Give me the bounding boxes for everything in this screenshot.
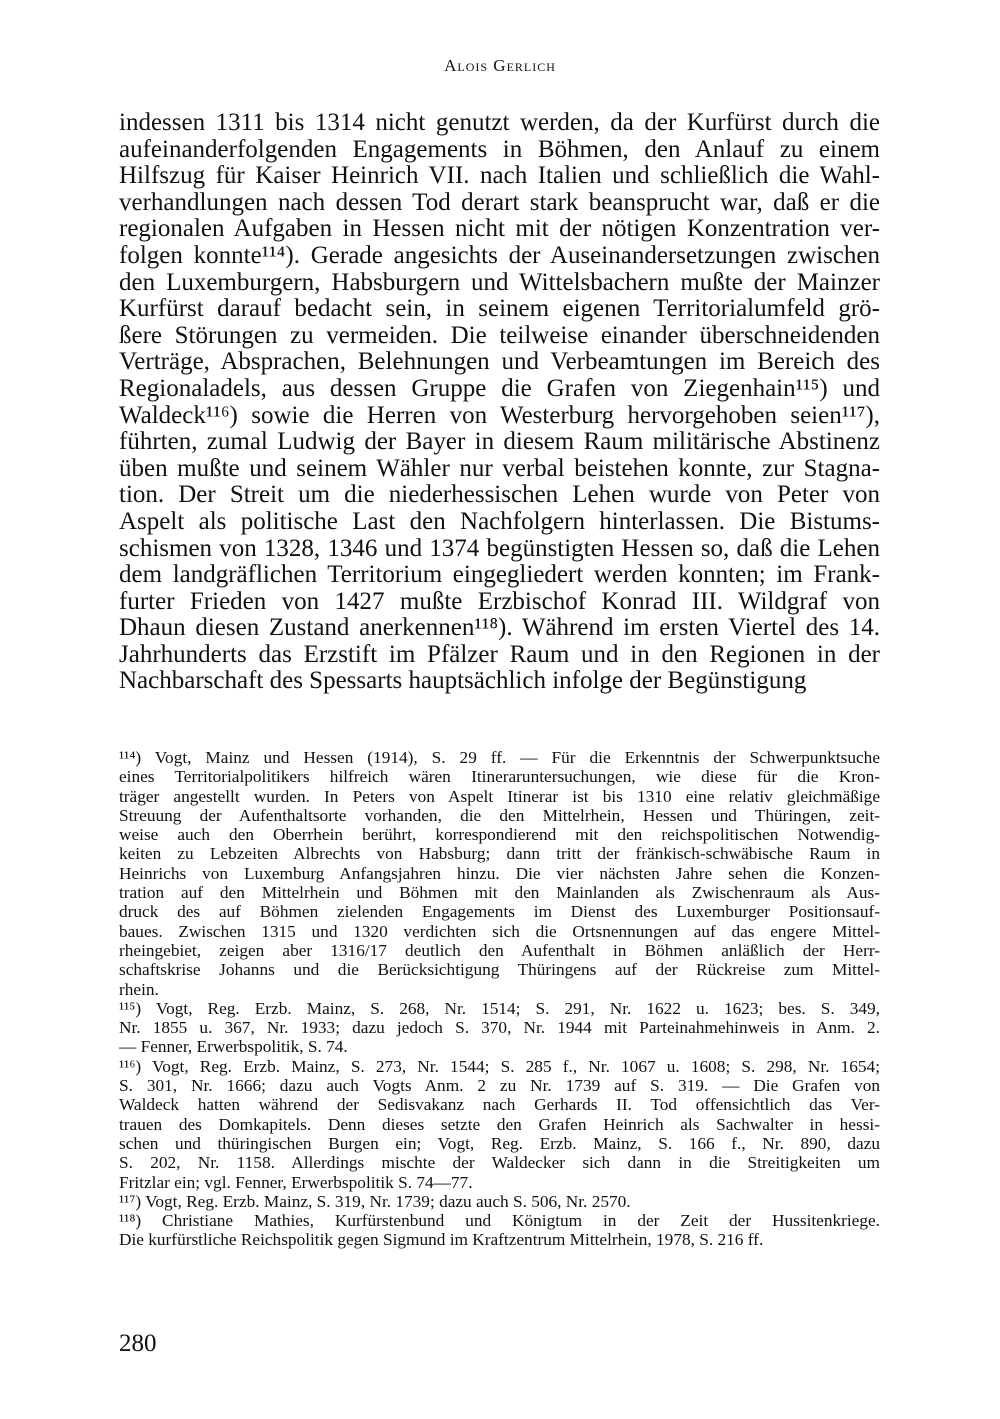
body-line: dem landgräflichen Territorium eingegliedert werden konnten; im Frank-: [119, 561, 880, 589]
body-line: verhandlungen nach dessen Tod derart stark beansprucht war, daß er die: [119, 188, 880, 216]
footnote-line: Die kurfürstliche Reichspolitik gegen Sigmund im Kraftzentrum Mittelrhein, 1978, S. 216 ff.: [119, 1230, 764, 1250]
body-line: den Luxemburgern, Habsburgern und Wittelsbachern mußte der Mainzer: [119, 268, 880, 296]
body-line: ßere Störungen zu vermeiden. Die teilweise einander überschneidenden: [119, 321, 880, 349]
body-line: Regionaladels, aus dessen Gruppe die Grafen von Ziegenhain¹¹⁵) und: [119, 374, 880, 402]
body-line: Verträge, Absprachen, Belehnungen und Verbeamtungen im Bereich des: [119, 348, 880, 376]
footnote-line: druck des auf Böhmen zielenden Engagements im Dienst des Luxemburger Positionsauf-: [119, 902, 880, 922]
body-line: üben mußte und seinem Wähler nur verbal beistehen konnte, zur Stagna-: [119, 454, 880, 482]
footnote-line: Waldeck hatten während der Sedisvakanz nach Gerhards II. Tod offensichtlich das Ver-: [119, 1095, 880, 1115]
body-line: Hilfszug für Kaiser Heinrich VII. nach Italien und schließlich die Wahl-: [119, 162, 880, 190]
footnote-line: Streuung der Aufenthaltsorte vorhanden, die den Mittelrhein, Hessen und Thüringen, zeit-: [119, 805, 880, 825]
footnote-line: schen und thüringischen Burgen ein; Vogt, Reg. Erzb. Mainz, S. 166 f., Nr. 890, dazu: [119, 1133, 880, 1153]
body-line: schismen von 1328, 1346 und 1374 begünstigten Hessen so, daß die Lehen: [119, 534, 880, 562]
footnote-line: rhein.: [119, 979, 159, 999]
body-line: furter Frieden von 1427 mußte Erzbischof Konrad III. Wildgraf von: [119, 587, 880, 615]
body-line: tion. Der Streit um die niederhessischen Lehen wurde von Peter von: [119, 481, 880, 509]
footnote-line: S. 202, Nr. 1158. Allerdings mischte der Waldecker sich dann in die Streitigkeiten um: [119, 1153, 880, 1173]
footnote-line: keiten zu Lebzeiten Albrechts von Habsburg; dann tritt der fränkisch-schwäbische Raum in: [119, 844, 880, 864]
footnotes: [119, 748, 880, 1250]
body-line: regionalen Aufgaben in Hessen nicht mit der nötigen Konzentration ver-: [119, 215, 880, 243]
footnote-line: tration auf den Mittelrhein und Böhmen mit den Mainlanden als Zwischenraum als Aus-: [119, 883, 880, 903]
footnote-117: [119, 1192, 880, 1211]
body-line: indessen 1311 bis 1314 nicht genutzt werden, da der Kurfürst durch die: [119, 109, 880, 136]
footnote-line: träger angestellt wurden. In Peters von Aspelt Itinerar ist bis 1310 eine relativ gleichmäßige: [119, 786, 880, 806]
footnote-line: ¹¹⁴) Vogt, Mainz und Hessen (1914), S. 29 ff. — Für die Erkenntnis der Schwerpunktsuche: [119, 748, 880, 767]
footnote-line: — Fenner, Erwerbspolitik, S. 74.: [119, 1037, 348, 1057]
body-line: Waldeck¹¹⁶) sowie die Herren von Westerburg hervorgehoben seien¹¹⁷),: [119, 401, 880, 429]
body-line: Kurfürst darauf bedacht sein, in seinem eigenen Territorialumfeld grö-: [119, 295, 880, 323]
body-line: führten, zumal Ludwig der Bayer in diesem Raum militärische Abstinenz: [119, 428, 880, 456]
running-header: Alois Gerlich: [444, 56, 556, 75]
footnote-114: [119, 748, 880, 999]
footnote-115: [119, 999, 880, 1057]
footnote-line: Fritzlar ein; vgl. Fenner, Erwerbspolitik S. 74—77.: [119, 1172, 473, 1192]
footnote-116: [119, 1057, 880, 1192]
footnote-118: [119, 1211, 880, 1250]
body-line: Aspelt als politische Last den Nachfolgern hinterlassen. Die Bistums-: [119, 507, 880, 535]
footnote-line: schaftskrise Johanns und die Berücksichtigung Thüringens auf der Rückreise zum Mittel-: [119, 960, 880, 980]
body-line: Jahrhunderts das Erzstift im Pfälzer Raum und in den Regionen in der: [119, 640, 880, 668]
footnote-line: S. 301, Nr. 1666; dazu auch Vogts Anm. 2 zu Nr. 1739 auf S. 319. — Die Grafen von: [119, 1076, 880, 1096]
footnote-line: Nr. 1855 u. 367, Nr. 1933; dazu jedoch S. 370, Nr. 1944 mit Parteinahmehinweis in Anm. 2.: [119, 1018, 880, 1038]
page-number: 280: [119, 1330, 157, 1357]
body-line: Nachbarschaft des Spessarts hauptsächlich infolge der Begünstigung: [119, 667, 807, 695]
footnote-line: eines Territorialpolitikers hilfreich wären Itineraruntersuchungen, wie diese für die Kron-: [119, 767, 880, 787]
footnote-line: ¹¹⁶) Vogt, Reg. Erzb. Mainz, S. 273, Nr. 1544; S. 285 f., Nr. 1067 u. 1608; S. 298, Nr. 1654;: [119, 1056, 880, 1076]
footnote-line: Heinrichs von Luxemburg Anfangsjahren hinzu. Die vier nächsten Jahre sehen die Konzen-: [119, 863, 880, 883]
footnote-line: trauen des Domkapitels. Denn dieses setzte den Grafen Heinrich als Sachwalter in hessi-: [119, 1114, 880, 1134]
footnote-line: baues. Zwischen 1315 und 1320 verdichten sich die Ortsnennungen auf das engere Mittel-: [119, 921, 880, 941]
footnote-line: ¹¹⁸) Christiane Mathies, Kurfürstenbund und Königtum in der Zeit der Hussitenkriege.: [119, 1211, 880, 1231]
footnote-line: rheingebiet, zeigen aber 1316/17 deutlich den Aufenthalt in Böhmen anläßlich der Herr-: [119, 940, 880, 960]
footnote-line: weise auch den Oberrhein berührt, korrespondierend mit den reichspolitischen Notwendig-: [119, 825, 880, 845]
body-line: aufeinanderfolgenden Engagements in Böhmen, den Anlauf zu einem: [119, 135, 880, 163]
footnote-line: ¹¹⁷) Vogt, Reg. Erzb. Mainz, S. 319, Nr. 1739; dazu auch S. 506, Nr. 2570.: [119, 1191, 631, 1211]
main-text: [119, 110, 880, 695]
body-line: Dhaun diesen Zustand anerkennen¹¹⁸). Während im ersten Viertel des 14.: [119, 614, 880, 642]
footnote-line: ¹¹⁵) Vogt, Reg. Erzb. Mainz, S. 268, Nr. 1514; S. 291, Nr. 1622 u. 1623; bes. S. 349,: [119, 998, 880, 1018]
body-line: folgen konnte¹¹⁴). Gerade angesichts der Auseinandersetzungen zwischen: [119, 241, 880, 269]
